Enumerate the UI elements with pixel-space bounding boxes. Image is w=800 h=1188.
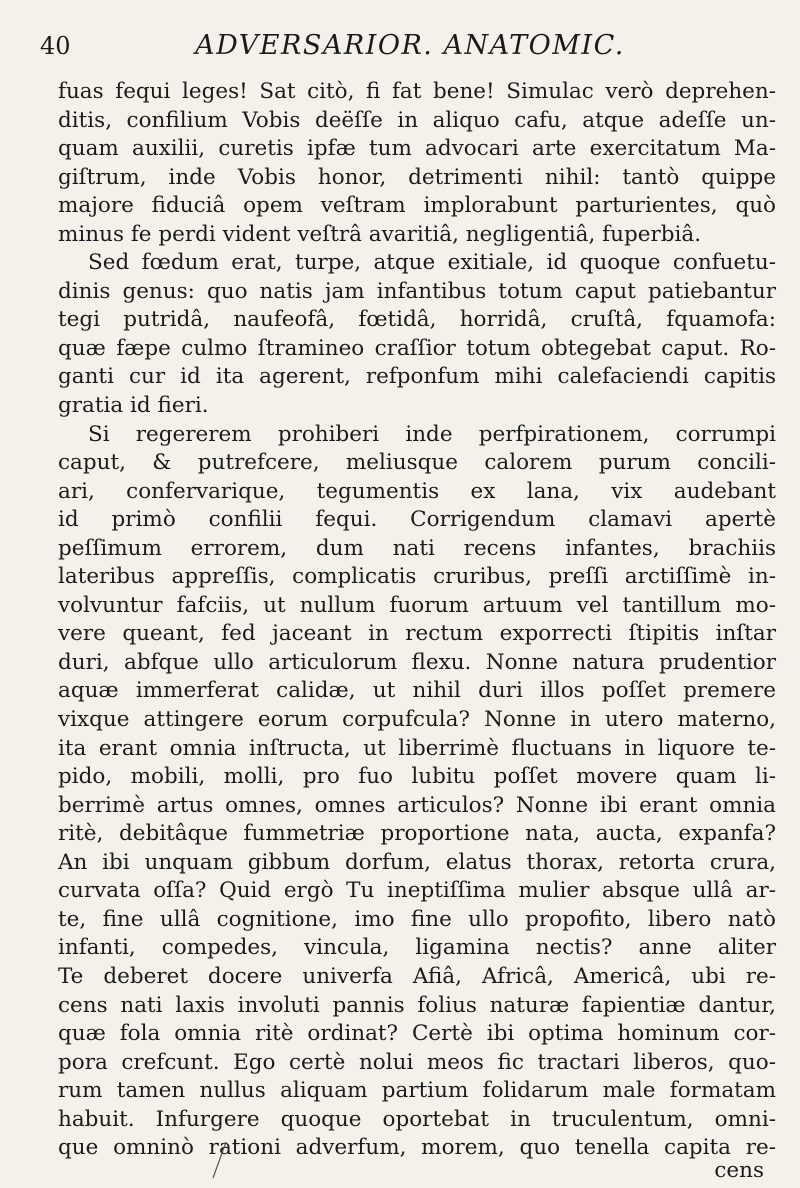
text-line: Sed fœdum erat, turpe, atque exitiale, id quoque confuetu-	[88, 250, 776, 276]
text-line: pido, mobili, molli, pro fuo lubitu poſſet movere quam li-	[58, 764, 776, 790]
text-line: aquæ immerferat calidæ, ut nihil duri illos poſſet premere	[58, 678, 776, 704]
catchword: cens	[714, 1158, 764, 1183]
text-line: Te deberet docere univerfa Afiâ, Africâ, Americâ, ubi re-	[58, 963, 776, 989]
text-line: ari, confervarique, tegumentis ex lana, vix audebant	[58, 478, 776, 504]
text-line: ganti cur id ita agerent, refponfum mihi calefaciendi capitis	[58, 364, 776, 390]
text-line: ita erant omnia inſtructa, ut liberrimè fluctuans in liquore te-	[58, 735, 776, 761]
text-line: giſtrum, inde Vobis honor, detrimenti nihil: tantò quippe	[58, 164, 776, 190]
stray-pen-mark	[210, 1140, 228, 1180]
text-line: curvata oſſa? Quid ergò Tu ineptiſſima mulier absque ullâ ar-	[58, 878, 776, 904]
text-line: berrimè artus omnes, omnes articulos? Nonne ibi erant omnia	[58, 792, 776, 818]
text-line: lateribus appreſſis, complicatis cruribus, preſſi arctiſſimè in-	[58, 564, 776, 590]
text-line: pora crefcunt. Ego certè nolui meos fic tractari liberos, quo-	[58, 1049, 776, 1075]
text-line: quæ fæpe culmo ſtramineo craſſior totum obtegebat caput. Ro-	[58, 335, 776, 361]
text-line: duri, abfque ullo articulorum flexu. Nonne natura prudentior	[58, 649, 776, 675]
text-line: ritè, debitâque fummetriæ proportione nata, aucta, expanfa?	[58, 821, 776, 847]
text-line: minus fe perdi vident veſtrâ avaritiâ, negligentiâ, fuperbiâ.	[58, 221, 702, 247]
running-title: ADVERSARIOR. ANATOMIC.	[195, 30, 625, 61]
text-line: tegi putridâ, naufeofâ, fœtidâ, horridâ, cruſtâ, fquamofa:	[58, 307, 776, 333]
text-line: vere queant, fed jaceant in rectum exporrecti ſtipitis inſtar	[58, 621, 776, 647]
text-line: fuas fequi leges! Sat citò, fi fat bene! Simulac verò deprehen-	[58, 79, 776, 104]
text-line: An ibi unquam gibbum dorfum, elatus thorax, retorta crura,	[58, 849, 776, 875]
text-line: te, fine ullâ cognitione, imo fine ullo propofito, libero natò	[58, 906, 776, 932]
page-number: 40	[40, 32, 71, 60]
text-line: quam auxilii, curetis ipfæ tum advocari arte exercitatum Ma-	[58, 136, 776, 162]
body-text	[58, 78, 776, 1163]
text-line: cens nati laxis involuti pannis folius naturæ fapientiæ dantur,	[58, 992, 776, 1018]
text-line: habuit. Infurgere quoque oportebat in truculentum, omni-	[58, 1106, 776, 1132]
text-line: peſſimum errorem, dum nati recens infantes, brachiis	[58, 535, 776, 561]
text-line: rum tamen nullus aliquam partium folidarum male formatam	[58, 1078, 776, 1104]
text-line: quæ fola omnia ritè ordinat? Certè ibi optima hominum cor-	[58, 1021, 776, 1047]
page-header	[40, 18, 780, 64]
text-line: dinis genus: quo natis jam infantibus totum caput patiebantur	[58, 278, 776, 304]
text-line: que omninò rationi adverfum, morem, quo tenella capita re-	[58, 1135, 776, 1161]
text-line: caput, & putrefcere, meliusque calorem purum concili-	[58, 450, 776, 476]
text-line: volvuntur fafciis, ut nullum fuorum artuum vel tantillum mo-	[58, 592, 776, 618]
text-line: majore fiduciâ opem veſtram implorabunt parturientes, quò	[58, 193, 776, 219]
text-line: vixque attingere eorum corpufcula? Nonne in utero materno,	[58, 707, 776, 733]
text-line: infanti, compedes, vincula, ligamina nectis? anne aliter	[58, 935, 776, 961]
text-line: Si regererem prohiberi inde perfpirationem, corrumpi	[88, 421, 776, 447]
text-line: id primò confilii fequi. Corrigendum clamavi apertè	[58, 507, 776, 533]
text-line: ditis, confilium Vobis deëſſe in aliquo cafu, atque adeſſe un-	[58, 107, 776, 133]
text-line: gratia id fieri.	[58, 393, 209, 419]
